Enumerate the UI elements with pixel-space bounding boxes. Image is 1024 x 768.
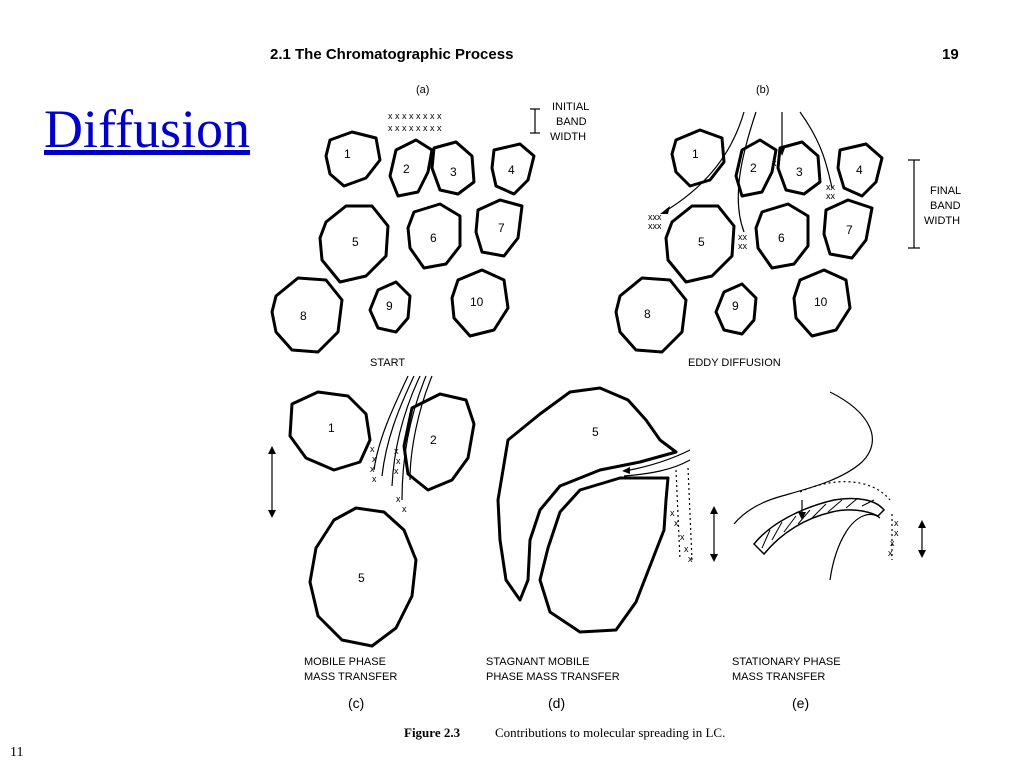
figure-caption-label: Figure 2.3	[404, 725, 461, 740]
final-label-1: FINAL	[930, 185, 962, 197]
initial-label-2: BAND	[556, 116, 587, 128]
panel-c-letter: (c)	[348, 695, 365, 711]
particle-label: 5	[698, 235, 705, 249]
panel-d-caption-1: STAGNANT MOBILE	[486, 656, 590, 668]
panel-a	[272, 84, 589, 369]
book-page-number: 19	[942, 46, 959, 63]
particle-label: 7	[498, 221, 505, 235]
figure-caption-text: Contributions to molecular spreading in LC.	[495, 725, 726, 740]
svg-text:x: x	[370, 444, 375, 454]
particle-label: 4	[508, 163, 515, 177]
panel-d	[486, 388, 718, 711]
svg-text:x: x	[372, 474, 377, 484]
particle-outline-bottom	[830, 514, 880, 580]
final-label-3: WIDTH	[924, 215, 961, 227]
particle-label: 8	[644, 307, 651, 321]
particle-8	[272, 278, 342, 352]
svg-text:xxx: xxx	[648, 221, 662, 231]
pore-wall	[540, 478, 668, 632]
svg-text:xx: xx	[738, 241, 747, 251]
svg-text:x: x	[394, 466, 399, 476]
final-width-bracket	[908, 160, 920, 248]
svg-text:x: x	[396, 456, 401, 466]
particle-label: 9	[386, 299, 393, 313]
panel-e-caption-2: MASS TRANSFER	[732, 671, 826, 683]
svg-text:x: x	[402, 504, 407, 514]
particle-8	[616, 278, 686, 352]
initial-label-1: INITIAL	[552, 101, 590, 113]
svg-text:x: x	[772, 158, 777, 168]
panel-b-letter: (b)	[756, 84, 770, 96]
svg-text:xxx: xxx	[648, 212, 662, 222]
particle-label: 6	[430, 231, 437, 245]
svg-text:x: x	[894, 528, 899, 538]
panel-b-caption: EDDY DIFFUSION	[688, 357, 781, 369]
particle-label: 2	[430, 433, 437, 447]
initial-label-3: WIDTH	[550, 131, 587, 143]
band-width-arrow	[268, 446, 276, 518]
svg-text:x: x	[394, 446, 399, 456]
section-heading: 2.1 The Chromatographic Process	[270, 46, 514, 63]
panel-c-caption-1: MOBILE PHASE	[304, 656, 386, 668]
particle-label: 7	[846, 223, 853, 237]
particle-label: 4	[856, 163, 863, 177]
particle-2	[390, 140, 432, 196]
particle-label: 2	[403, 162, 410, 176]
svg-text:xx: xx	[738, 232, 747, 242]
panel-b	[616, 84, 961, 369]
spread-markers	[888, 518, 899, 558]
panel-a-caption: START	[370, 357, 406, 369]
panel-d-letter: (d)	[548, 695, 566, 711]
panel-c	[268, 376, 474, 711]
particle-label: 1	[344, 147, 351, 161]
panel-e	[732, 392, 926, 711]
svg-text:x: x	[670, 508, 675, 518]
svg-text:x: x	[890, 538, 895, 548]
particle-label: 10	[470, 295, 484, 309]
particle-label: 3	[796, 165, 803, 179]
particle-label: 2	[750, 161, 757, 175]
panel-e-caption-1: STATIONARY PHASE	[732, 656, 841, 668]
band-width-arrow	[918, 520, 926, 558]
particle-label: 8	[300, 309, 307, 323]
svg-text:x: x	[674, 518, 679, 528]
slide-title[interactable]: Diffusion	[44, 99, 251, 159]
svg-text:x: x	[684, 544, 689, 554]
svg-text:x: x	[688, 554, 693, 564]
particle-label: 5	[358, 571, 365, 585]
particle-label: 9	[732, 299, 739, 313]
flow-streamlines	[374, 376, 432, 500]
svg-text:x: x	[894, 518, 899, 528]
spread-markers	[370, 444, 407, 514]
svg-text:x: x	[396, 494, 401, 504]
panel-a-letter: (a)	[416, 84, 430, 96]
particle-outline-top	[734, 392, 872, 524]
particle-label: 5	[352, 235, 359, 249]
particle-1	[326, 132, 380, 186]
panel-c-caption-2: MASS TRANSFER	[304, 671, 398, 683]
band-width-arrow	[710, 506, 718, 562]
spread-markers	[670, 508, 693, 564]
svg-text:x: x	[888, 548, 893, 558]
svg-text:x: x	[370, 464, 375, 474]
initial-band-markers	[388, 111, 442, 133]
svg-text:x: x	[372, 454, 377, 464]
svg-text:xx: xx	[826, 182, 835, 192]
particle-label: 1	[692, 147, 699, 161]
svg-text:x x x x x x x x: x x x x x x x x	[388, 111, 442, 121]
stagnant-zone	[676, 470, 680, 560]
panel-e-letter: (e)	[792, 695, 810, 711]
slide-number: 11	[10, 745, 24, 760]
panel-d-caption-2: PHASE MASS TRANSFER	[486, 671, 620, 683]
particle-label: 5	[592, 425, 599, 439]
particle-label: 1	[328, 421, 335, 435]
stationary-phase-layer	[754, 498, 884, 554]
particle-label: 6	[778, 231, 785, 245]
particle-label: 10	[814, 295, 828, 309]
initial-width-bracket	[530, 109, 540, 133]
svg-text:x x x x x x x x: x x x x x x x x	[388, 123, 442, 133]
svg-text:xx: xx	[826, 191, 835, 201]
svg-text:x: x	[680, 532, 685, 542]
particle-label: 3	[450, 165, 457, 179]
final-label-2: BAND	[930, 200, 961, 212]
